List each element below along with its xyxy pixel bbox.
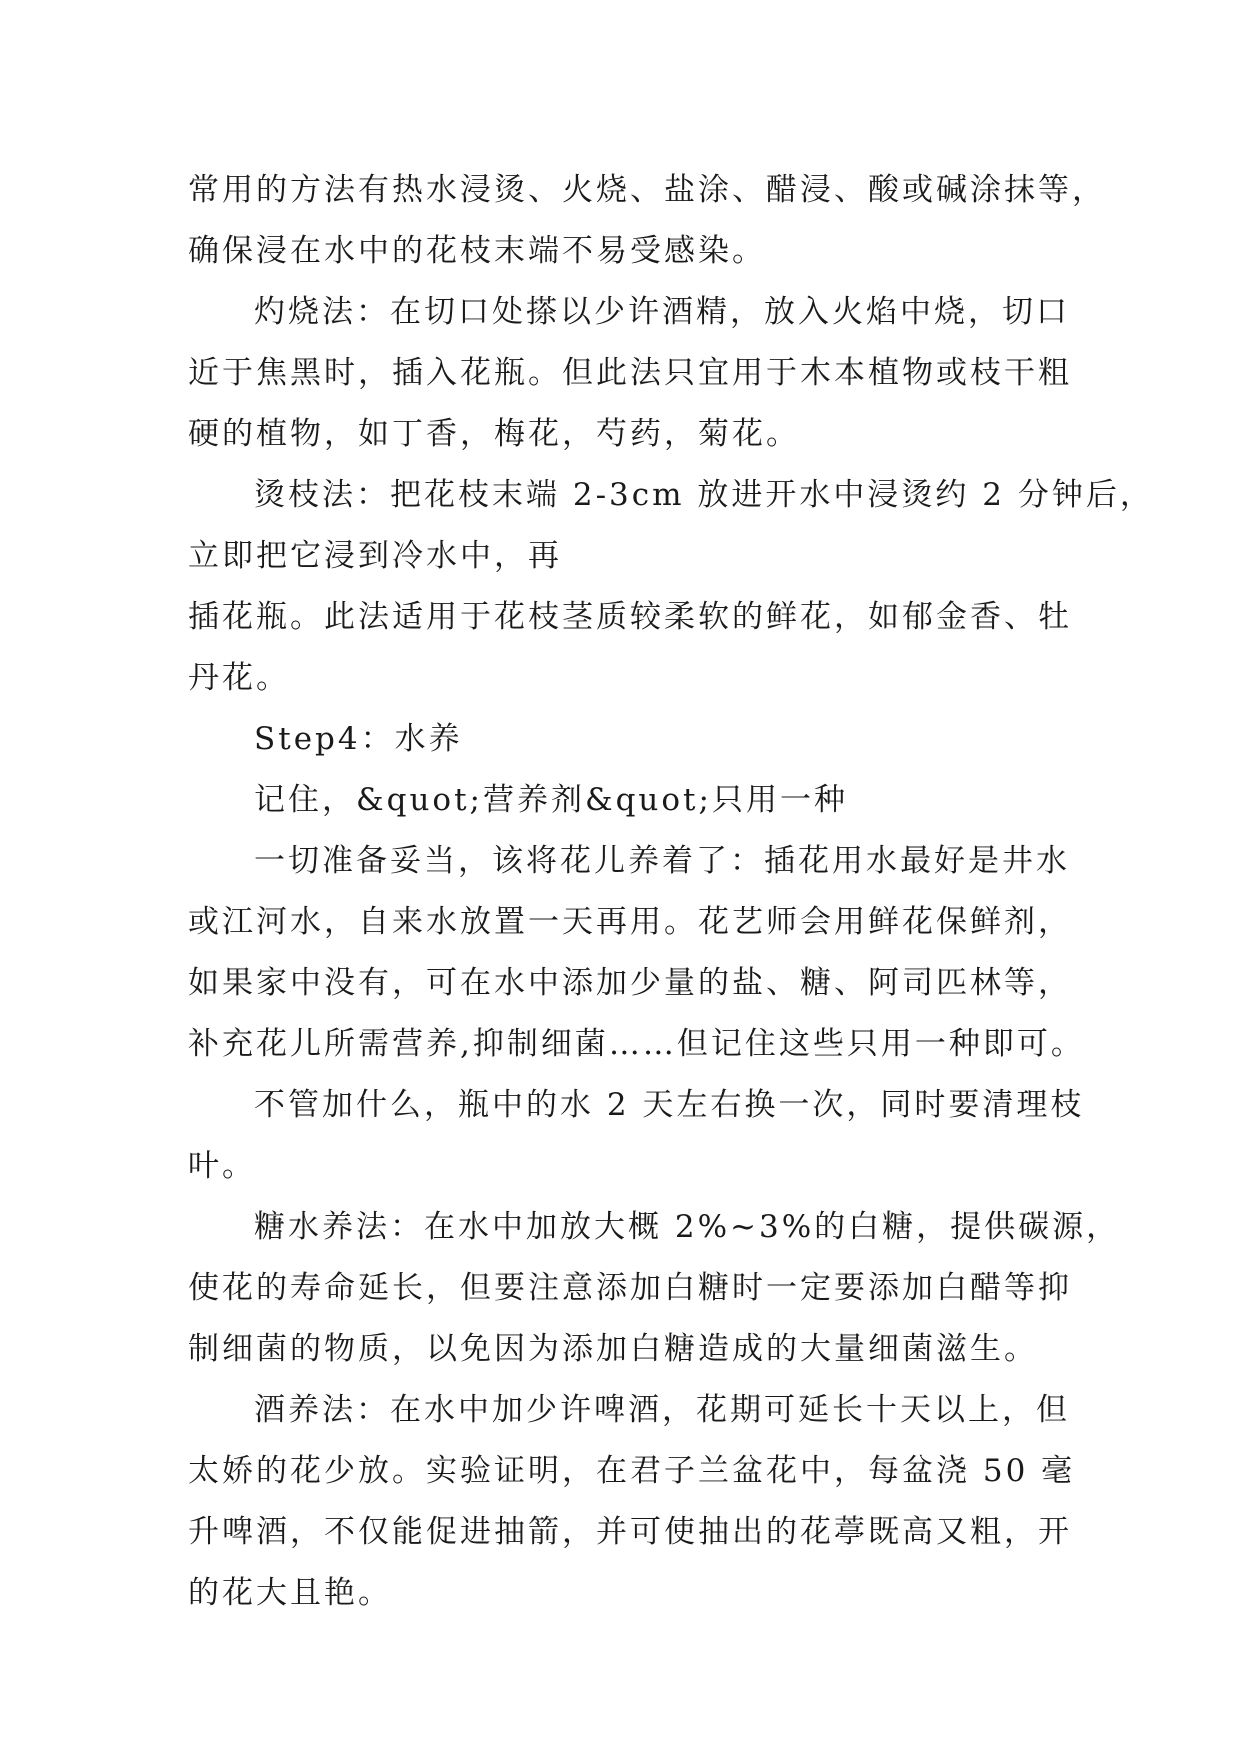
text-line: 补充花儿所需营养,抑制细菌……但记住这些只用一种即可。 bbox=[188, 1026, 1085, 1062]
text-line: 使花的寿命延长，但要注意添加白糖时一定要添加白醋等抑 bbox=[188, 1270, 1072, 1306]
text-line: 一切准备妥当，该将花儿养着了：插花用水最好是井水 bbox=[254, 843, 1070, 879]
text-line: 丹花。 bbox=[188, 660, 290, 696]
text-line: 不管加什么，瓶中的水 2 天左右换一次，同时要清理枝 bbox=[254, 1087, 1085, 1123]
text-line: 立即把它浸到冷水中，再 bbox=[188, 538, 562, 574]
text-line: 记住，&quot;营养剂&quot;只用一种 bbox=[254, 782, 848, 818]
text-line: 叶。 bbox=[188, 1148, 256, 1184]
text-line: 插花瓶。此法适用于花枝茎质较柔软的鲜花，如郁金香、牡 bbox=[188, 599, 1072, 635]
text-line: 的花大且艳。 bbox=[188, 1575, 392, 1611]
text-line: 制细菌的物质，以免因为添加白糖造成的大量细菌滋生。 bbox=[188, 1331, 1038, 1367]
text-line: 酒养法：在水中加少许啤酒，花期可延长十天以上，但 bbox=[254, 1392, 1070, 1428]
text-line: 如果家中没有，可在水中添加少量的盐、糖、阿司匹林等， bbox=[188, 965, 1072, 1001]
text-line: 近于焦黑时，插入花瓶。但此法只宜用于木本植物或枝干粗 bbox=[188, 355, 1072, 391]
text-line: 太娇的花少放。实验证明，在君子兰盆花中，每盆浇 50 毫 bbox=[188, 1453, 1076, 1489]
text-line: 糖水养法：在水中加放大概 2%~3%的白糖，提供碳源， bbox=[254, 1209, 1121, 1245]
text-line: 硬的植物，如丁香，梅花，芍药，菊花。 bbox=[188, 416, 800, 452]
text-line: 灼烧法：在切口处搽以少许酒精，放入火焰中烧，切口 bbox=[254, 294, 1070, 330]
text-line: 或江河水，自来水放置一天再用。花艺师会用鲜花保鲜剂， bbox=[188, 904, 1072, 940]
text-line: 确保浸在水中的花枝末端不易受感染。 bbox=[188, 233, 766, 269]
text-line: Step4：水养 bbox=[254, 721, 463, 757]
text-line: 烫枝法：把花枝末端 2-3cm 放进开水中浸烫约 2 分钟后， bbox=[254, 477, 1154, 513]
body-text bbox=[188, 160, 1154, 1624]
text-line: 常用的方法有热水浸烫、火烧、盐涂、醋浸、酸或碱涂抹等， bbox=[188, 172, 1106, 208]
text-line: 升啤酒，不仅能促进抽箭，并可使抽出的花葶既高又粗，开 bbox=[188, 1514, 1072, 1550]
